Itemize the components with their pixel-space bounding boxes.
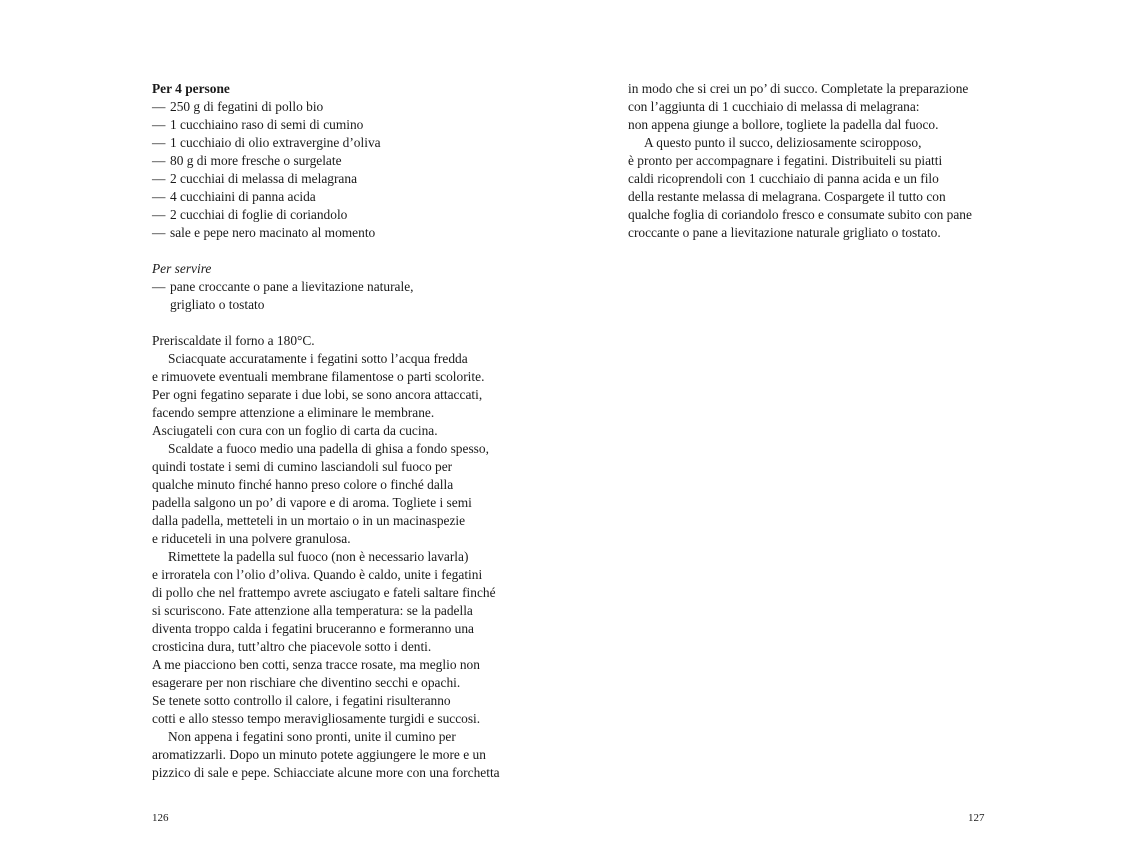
ingredient-item xyxy=(152,206,347,224)
ingredient-text: sale e pepe nero macinato al momento xyxy=(170,225,376,240)
ingredient-item xyxy=(152,134,381,152)
body-line: dalla padella, metteteli in un mortaio o in un macinaspezie xyxy=(152,513,466,528)
body-line: di pollo che nel frattempo avrete asciugato e fateli saltare finché xyxy=(152,585,496,600)
body-line: in modo che si crei un po’ di succo. Completate la preparazione xyxy=(628,81,969,96)
body-line: e irroratela con l’olio d’oliva. Quando è caldo, unite i fegatini xyxy=(152,567,483,582)
ingredient-text: 250 g di fegatini di pollo bio xyxy=(170,99,324,114)
ingredient-text: 1 cucchiaino raso di semi di cumino xyxy=(170,117,364,132)
list-dash: — xyxy=(152,189,166,204)
body-line: qualche minuto finché hanno preso colore o finché dalla xyxy=(152,477,454,492)
list-dash: — xyxy=(152,225,166,240)
ingredient-item xyxy=(152,188,316,206)
ingredient-item xyxy=(152,152,342,170)
serve-heading: Per servire xyxy=(152,261,212,276)
body-line: si scuriscono. Fate attenzione alla temperatura: se la padella xyxy=(152,603,473,618)
body-line: cotti e allo stesso tempo meravigliosamente turgidi e succosi. xyxy=(152,711,481,726)
body-line: crosticina dura, tutt’altro che piacevole sotto i denti. xyxy=(152,639,432,654)
body-line: Scaldate a fuoco medio una padella di ghisa a fondo spesso, xyxy=(168,441,489,456)
body-line: e riduceteli in una polvere granulosa. xyxy=(152,531,351,546)
body-line: qualche foglia di coriandolo fresco e consumate subito con pane xyxy=(628,207,972,222)
list-dash: — xyxy=(152,99,166,114)
ingredient-item xyxy=(152,224,375,242)
body-line: croccante o pane a lievitazione naturale grigliato o tostato. xyxy=(628,225,941,240)
body-line: caldi ricoprendoli con 1 cucchiaio di panna acida e un filo xyxy=(628,171,939,186)
body-line: A me piacciono ben cotti, senza tracce rosate, ma meglio non xyxy=(152,657,480,672)
body-line: A questo punto il succo, deliziosamente sciropposo, xyxy=(644,135,922,150)
ingredient-text: 1 cucchiaio di olio extravergine d’oliva xyxy=(170,135,381,150)
body-line: facendo sempre attenzione a eliminare le membrane. xyxy=(152,405,435,420)
body-line: Non appena i fegatini sono pronti, unite il cumino per xyxy=(168,729,456,744)
list-dash: — xyxy=(152,153,166,168)
ingredient-item xyxy=(152,98,323,116)
ingredient-item xyxy=(152,116,363,134)
serve-text: pane croccante o pane a lievitazione naturale, xyxy=(170,279,414,294)
page-number-right: 127 xyxy=(968,812,985,824)
body-line: della restante melassa di melagrana. Cospargete il tutto con xyxy=(628,189,946,204)
body-line: Asciugateli con cura con un foglio di carta da cucina. xyxy=(152,423,438,438)
ingredient-text: 4 cucchiaini di panna acida xyxy=(170,189,316,204)
ingredients-heading: Per 4 persone xyxy=(152,81,230,96)
serve-item-continuation: grigliato o tostato xyxy=(170,297,265,312)
list-dash: — xyxy=(152,135,166,150)
body-line: Per ogni fegatino separate i due lobi, se sono ancora attaccati, xyxy=(152,387,483,402)
body-line: quindi tostate i semi di cumino lasciandoli sul fuoco per xyxy=(152,459,453,474)
body-line: Rimettete la padella sul fuoco (non è necessario lavarla) xyxy=(168,549,469,564)
page-number-left: 126 xyxy=(152,812,169,824)
list-dash: — xyxy=(152,117,166,132)
body-line: pizzico di sale e pepe. Schiacciate alcune more con una forchetta xyxy=(152,765,500,780)
body-line: diventa troppo calda i fegatini bruceranno e formeranno una xyxy=(152,621,474,636)
body-line: con l’aggiunta di 1 cucchiaio di melassa di melagrana: xyxy=(628,99,920,114)
list-dash: — xyxy=(152,207,166,222)
body-line: aromatizzarli. Dopo un minuto potete aggiungere le more e un xyxy=(152,747,486,762)
list-dash: — xyxy=(152,171,166,186)
list-dash: — xyxy=(152,279,166,294)
body-line: Sciacquate accuratamente i fegatini sotto l’acqua fredda xyxy=(168,351,468,366)
ingredient-text: 2 cucchiai di foglie di coriandolo xyxy=(170,207,348,222)
body-line: Preriscaldate il forno a 180°C. xyxy=(152,333,315,348)
body-line: e rimuovete eventuali membrane filamentose o parti scolorite. xyxy=(152,369,485,384)
body-line: Se tenete sotto controllo il calore, i fegatini risulteranno xyxy=(152,693,451,708)
body-line: è pronto per accompagnare i fegatini. Distribuiteli su piatti xyxy=(628,153,943,168)
ingredient-item xyxy=(152,170,357,188)
body-line: esagerare per non rischiare che diventino secchi e opachi. xyxy=(152,675,461,690)
ingredient-text: 80 g di more fresche o surgelate xyxy=(170,153,342,168)
body-line: padella salgono un po’ di vapore e di aroma. Togliete i semi xyxy=(152,495,472,510)
body-line: non appena giunge a bollore, togliete la padella dal fuoco. xyxy=(628,117,939,132)
ingredient-text: 2 cucchiai di melassa di melagrana xyxy=(170,171,358,186)
serve-item xyxy=(152,278,414,296)
